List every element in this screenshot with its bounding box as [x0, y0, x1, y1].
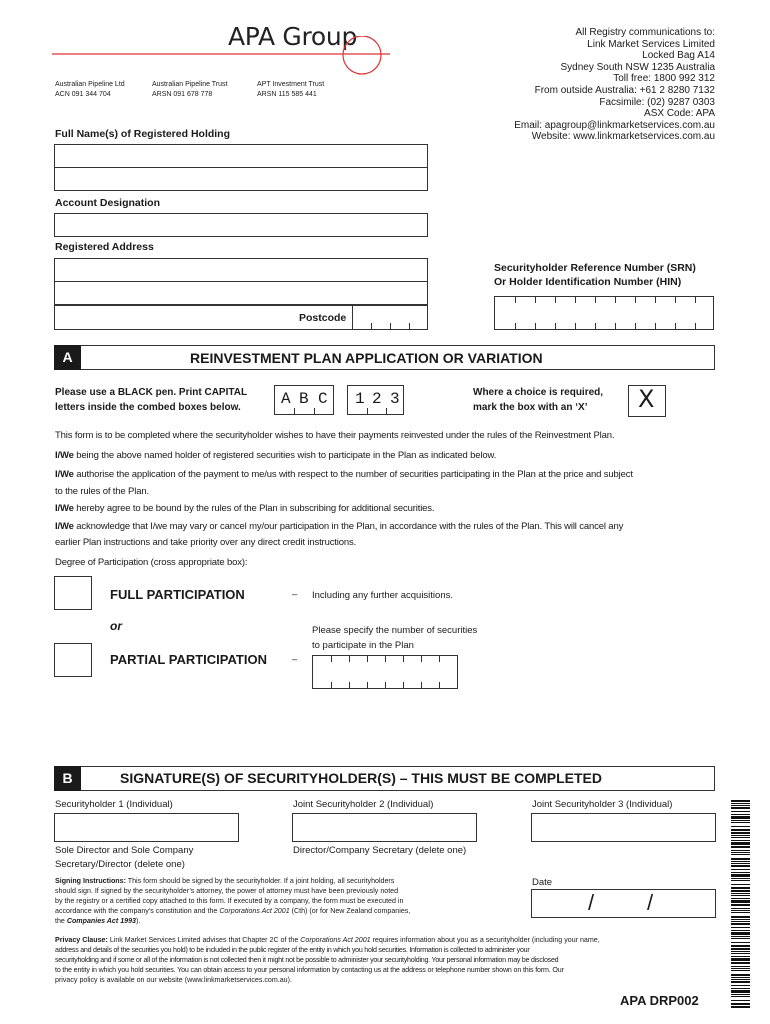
form-code: APA DRP002: [620, 993, 699, 1008]
or-label: or: [110, 619, 122, 633]
example-letter-a: A: [281, 390, 291, 408]
address-field-1[interactable]: [54, 258, 428, 282]
full-name-field-2[interactable]: [54, 167, 428, 191]
role-1-line-1: Sole Director and Sole Company: [55, 845, 194, 856]
logo-wordmark: APA Group: [228, 22, 358, 51]
example-mark: X: [638, 385, 655, 413]
date-separator-1: /: [588, 890, 595, 915]
section-a-statements: This form is to be completed where the securityholder wishes to have their payments reinvested under the rules of the Reinvestment Plan. I/We being the above named holder of registered securities wish to participate in the Plan as indicated below. I/We authorise the application of the payment to me/us with respect to the number of securities participating in the Plan at the price and subject to the rules of the Plan. I/We hereby agree to be bound by the rules of the Plan in subscribing for additional securities. I/We acknowledge that I/we may vary or cancel my/our participation in the Plan, in accordance with the rules of the Plan. This will cancel any earlier Plan instructions and take priority over any direct credit instructions. Degree of Participation (cross appropriate box):: [55, 430, 633, 568]
partial-participation-label: PARTIAL PARTICIPATION: [110, 652, 267, 667]
choice-line-2: mark the box with an ‘X’: [473, 402, 588, 413]
holder-2-label: Joint Securityholder 2 (Individual): [293, 799, 434, 810]
choice-line-1: Where a choice is required,: [473, 387, 604, 398]
full-participation-dash: –: [292, 589, 298, 600]
account-designation-field[interactable]: [54, 213, 428, 237]
srn-comb-field[interactable]: [494, 296, 714, 330]
instruction-line-1: Please use a BLACK pen. Print CAPITAL: [55, 387, 248, 398]
date-label: Date: [532, 877, 553, 888]
partial-note-line-2: to participate in the Plan: [312, 640, 414, 651]
barcode: [731, 800, 750, 1010]
date-field[interactable]: [531, 889, 716, 918]
partial-securities-comb-field[interactable]: [312, 655, 458, 689]
signing-instructions: Signing Instructions: This form should be signed by the securityholder. If a joint holding, all securityholders should sign. If signed by the securityholder’s attorney, the power of attorney must have been previously noted by the registry or a certified copy attached to this form. If executed by a company, the form must be executed in accordance with the company’s constitution and the Corporations Act 2001 (Cth) (or for New Zealand companies, the Companies Act 1993).: [55, 877, 411, 925]
registered-address-label: Registered Address: [55, 241, 154, 253]
role-2-label: Director/Company Secretary (delete one): [293, 845, 467, 856]
example-letter-c: C: [318, 390, 328, 408]
partial-participation-dash: –: [292, 654, 298, 665]
example-digit-2: 2: [372, 390, 382, 408]
section-b-letter: B: [54, 766, 81, 791]
section-a-letter: A: [54, 345, 81, 370]
example-digit-1: 1: [355, 390, 365, 408]
full-participation-note: Including any further acquisitions.: [312, 590, 453, 601]
full-participation-checkbox[interactable]: [54, 576, 92, 610]
partial-note-line-1: Please specify the number of securities: [312, 625, 478, 636]
entity-3: APT Investment Trust ARSN 115 585 441: [257, 81, 325, 98]
srn-label-line2: Or Holder Identification Number (HIN): [494, 276, 682, 288]
instruction-line-2: letters inside the combed boxes below.: [55, 402, 241, 413]
partial-participation-checkbox[interactable]: [54, 643, 92, 677]
example-digit-3: 3: [390, 390, 400, 408]
holder-3-label: Joint Securityholder 3 (Individual): [532, 799, 673, 810]
postcode-label: Postcode: [299, 312, 347, 324]
entity-1: Australian Pipeline Ltd ACN 091 344 704: [55, 81, 125, 98]
postcode-comb-field[interactable]: [352, 305, 428, 330]
srn-label-line1: Securityholder Reference Number (SRN): [494, 262, 696, 274]
full-participation-label: FULL PARTICIPATION: [110, 587, 245, 602]
holder-1-label: Securityholder 1 (Individual): [55, 799, 173, 810]
example-letter-b: B: [299, 390, 309, 408]
privacy-clause: Privacy Clause: Link Market Services Limited advises that Chapter 2C of the Corporations Act 2001 requires information about you as a securityholder (including your name, address and details of the securities you hold) to be included in the public register of the entity in which you hold securities. Information is collected to administer your securityholding and if some or all of the information is not collected then it might not be possible to administer your securityholding. Your personal information may be disclosed to the entity in which you hold securities. You can obtain access to your personal information by contacting us at the address or telephone number shown on this form. Our privacy policy is available on our website (www.linkmarketservices.com.au).: [55, 936, 600, 984]
holder-1-signature-field[interactable]: [54, 813, 239, 842]
entity-2: Australian Pipeline Trust ARSN 091 678 778: [152, 81, 228, 98]
section-b-title: SIGNATURE(S) OF SECURITYHOLDER(S) – THIS MUST BE COMPLETED: [120, 770, 602, 786]
account-designation-label: Account Designation: [55, 197, 161, 209]
holder-3-signature-field[interactable]: [531, 813, 716, 842]
registry-contact: All Registry communications to: Link Market Services Limited Locked Bag A14 Sydney South NSW 1235 Australia Toll free: 1800 992 312 From outside Australia: +61 2 8280 7132 Facsimile: (02) 9287 0303 ASX Code: APA Email: apagroup@linkmarketservices.com.au Website: www.linkmarketservices.com.au: [514, 27, 715, 143]
date-separator-2: /: [647, 890, 654, 915]
full-name-label: Full Name(s) of Registered Holding: [55, 128, 231, 140]
section-a-title: REINVESTMENT PLAN APPLICATION OR VARIATION: [190, 350, 543, 366]
holder-2-signature-field[interactable]: [292, 813, 477, 842]
address-field-2[interactable]: [54, 281, 428, 305]
full-name-field-1[interactable]: [54, 144, 428, 168]
role-1-line-2: Secretary/Director (delete one): [55, 859, 185, 870]
